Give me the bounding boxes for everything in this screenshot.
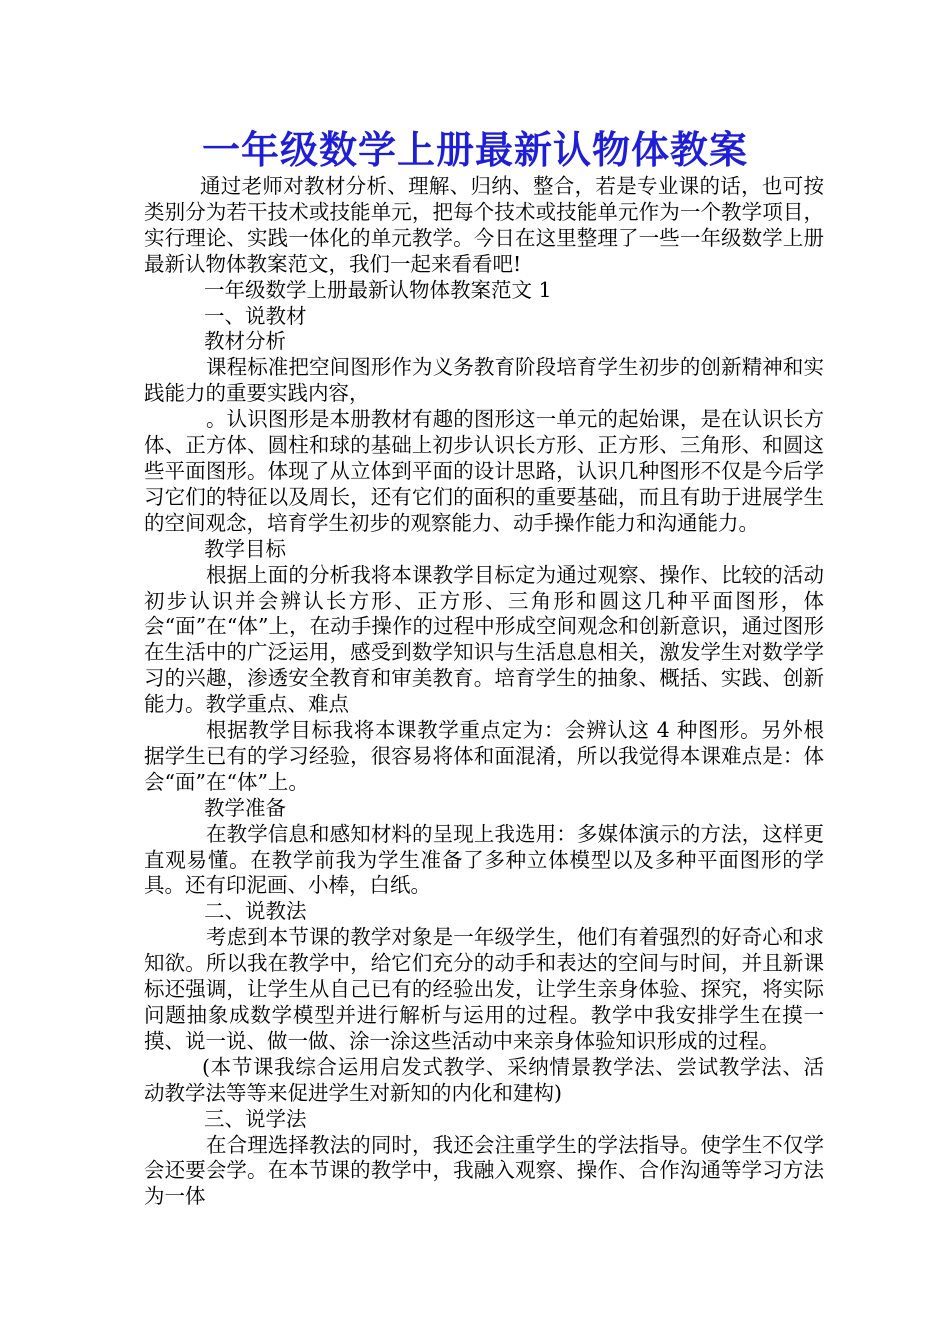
paragraph-preparation: 在教学信息和感知材料的呈现上我选用：多媒体演示的方法，这样更直观易懂。在教学前我为学生准备了多种立体模型以及多种平面图形的学具。还有印泥画、小棒，白纸。 [144, 821, 824, 898]
intro-paragraph: 通过老师对教材分析、理解、归纳、整合，若是专业课的话，也可按类别分为若干技术或技能单元，把每个技术或技能单元作为一个教学项目，实行理论、实践一体化的单元教学。今日在这里整理了一些一年级数学上册最新认物体教案范文，我们一起来看看吧! [144, 174, 824, 276]
paragraph-shapes: 。认识图形是本册教材有趣的图形这一单元的起始课，是在认识长方体、正方体、圆柱和球的基础上初步认识长方形、正方形、三角形、和圆这些平面图形。体现了从立体到平面的设计思路，认识几种图形不仅是今后学习它们的特征以及周长，还有它们的面积的重要基础，而且有助于进展学生的空间观念，培育学生初步的观察能力、动手操作能力和沟通能力。 [144, 407, 824, 535]
sample-heading: 一年级数学上册最新认物体教案范文 1 [204, 277, 552, 302]
document-body [144, 174, 824, 1210]
paragraph-methods-note: (本节课我综合运用启发式教学、采纳情景教学法、尝试教学法、活动教学法等等来促进学生对新知的内化和建构) [144, 1054, 824, 1105]
paragraph-learning-method: 在合理选择教法的同时，我还会注重学生的学法指导。使学生不仅学会还要会学。在本节课的教学中，我融入观察、操作、合作沟通等学习方法为一体 [144, 1132, 824, 1209]
document-title: 一年级数学上册最新认物体教案 [201, 128, 748, 172]
section-heading-3: 三、说学法 [204, 1106, 307, 1131]
subheading-preparation: 教学准备 [204, 795, 286, 820]
paragraph-curriculum: 课程标准把空间图形作为义务教育阶段培育学生初步的创新精神和实践能力的重要实践内容， [144, 355, 824, 406]
paragraph-key-points: 根据教学目标我将本课教学重点定为：会辨认这 4 种图形。另外根据学生已有的学习经验，很容易将体和面混淆，所以我觉得本课难点是：体会“面”在“体”上。 [144, 718, 824, 794]
paragraph-objectives: 根据上面的分析我将本课教学目标定为通过观察、操作、比较的活动初步认识并会辨认长方形、正方形、三角形和圆这几种平面图形，体会“面”在“体”上，在动手操作的过程中形成空间观念和创新意识，通过图形在生活中的广泛运用，感受到数学知识与生活息息相关，激发学生对数学学习的兴趣，渗透安全教育和审美教育。培育学生的抽象、概括、实践、创新能力。教学重点、难点 [144, 562, 824, 717]
section-heading-2: 二、说教法 [204, 899, 307, 924]
section-heading-1: 一、说教材 [204, 303, 307, 328]
subheading-materials-analysis: 教材分析 [204, 329, 286, 354]
paragraph-teaching-method: 考虑到本节课的教学对象是一年级学生，他们有着强烈的好奇心和求知欲。所以我在教学中，给它们充分的动手和表达的空间与时间，并且新课标还强调，让学生从自己已有的经验出发，让学生亲身体验、探究，将实际问题抽象成数学模型并进行解析与运用的过程。教学中我安排学生在摸一摸、说一说、做一做、涂一涂这些活动中来亲身体验知识形成的过程。 [144, 925, 824, 1053]
subheading-objectives: 教学目标 [204, 536, 286, 561]
